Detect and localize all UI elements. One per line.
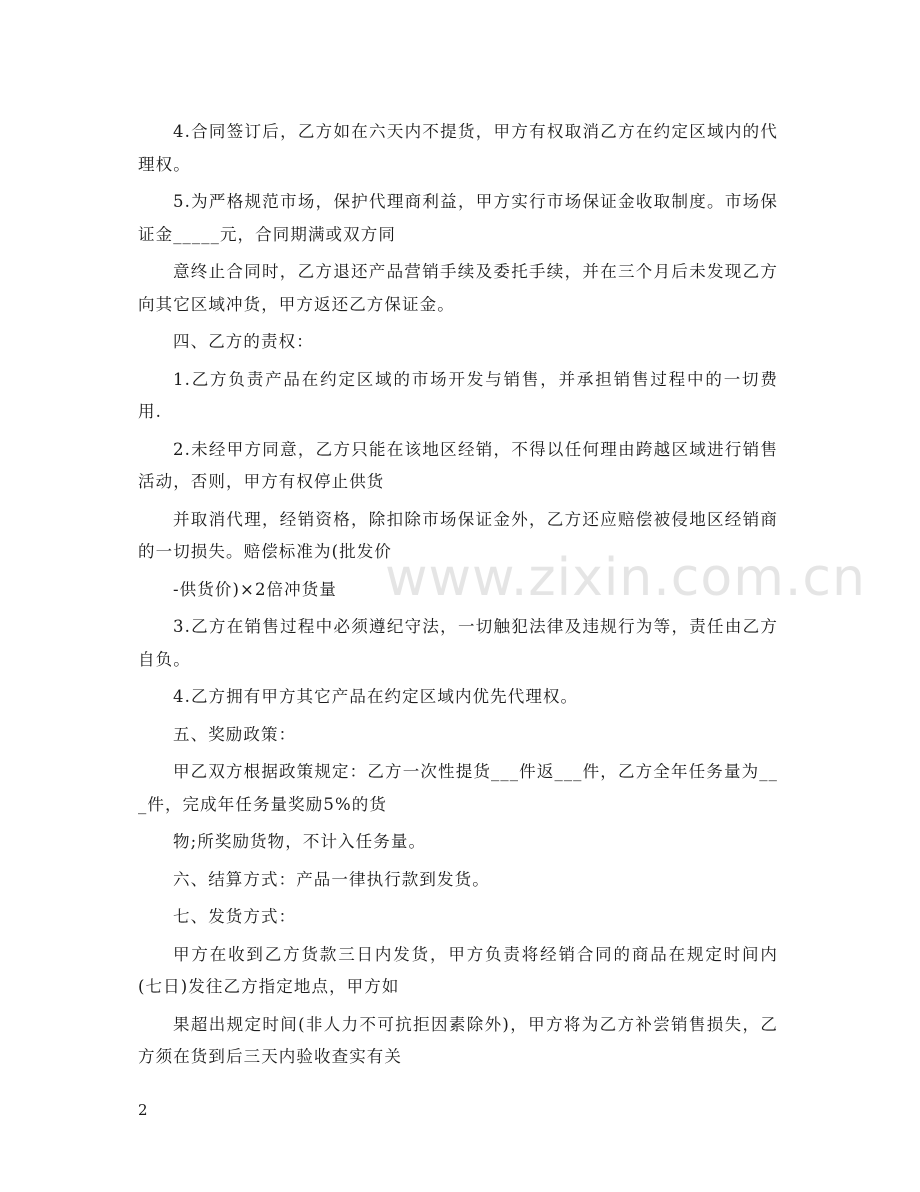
watermark: www.zixin.com.cn: [385, 548, 866, 608]
party-b-clause-3: 3.乙方在销售过程中必须遵纪守法，一切触犯法律及违规行为等，责任由乙方自负。: [138, 617, 778, 669]
party-b-clause-1: 1.乙方负责产品在约定区域的市场开发与销售，并承担销售过程中的一切费用.: [138, 369, 778, 421]
section-heading-incentive-policy: 五、奖励政策：: [173, 724, 297, 744]
incentive-clause: 甲乙双方根据政策规定：乙方一次性提货___件返___件，乙方全年任务量为___件，完成年任务量奖励5%的货: [138, 762, 778, 814]
section-settlement-method: 六、结算方式：产品一律执行款到发货。: [173, 869, 490, 889]
party-b-clause-2: 2.未经甲方同意，乙方只能在该地区经销，不得以任何理由跨越区域进行销售活动，否则，甲方有权停止供货: [138, 439, 778, 491]
section-heading-delivery-method: 七、发货方式：: [173, 907, 297, 926]
section-heading-party-b-rights: 四、乙方的责权：: [173, 332, 314, 351]
delivery-clause-continued: 果超出规定时间(非人力不可抗拒因素除外)，甲方将为乙方补尝销售损失，乙方须在货到后三天内验收查实有关: [138, 1014, 778, 1066]
document-body: [138, 116, 778, 1079]
party-b-clause-2-penalty: 并取消代理，经销资格，除扣除市场保证金外，乙方还应赔偿被侵地区经销商的一切损失。赔偿标准为(批发价: [138, 509, 778, 561]
clause-4-contract-pickup: 4.合同签订后，乙方如在六天内不提货，甲方有权取消乙方在约定区域内的代理权。: [138, 122, 778, 174]
clause-5-deposit-return: 意终止合同时，乙方退还产品营销手续及委托手续，并在三个月后未发现乙方向其它区域冲货，甲方返还乙方保证金。: [138, 262, 778, 314]
party-b-clause-4: 4.乙方拥有甲方其它产品在约定区域内优先代理权。: [173, 687, 579, 706]
delivery-clause: 甲方在收到乙方货款三日内发货，甲方负责将经销合同的商品在规定时间内(七日)发往乙方指定地点，甲方如: [138, 944, 778, 996]
clause-5-market-deposit: 5.为严格规范市场，保护代理商利益，甲方实行市场保证金收取制度。市场保证金_____元，合同期满或双方同: [138, 192, 778, 244]
incentive-clause-continued: 物;所奖励货物，不计入任务量。: [173, 832, 427, 851]
party-b-clause-2-formula: -供货价)×2倍冲货量: [173, 579, 337, 599]
page-number: 2: [138, 1101, 148, 1119]
